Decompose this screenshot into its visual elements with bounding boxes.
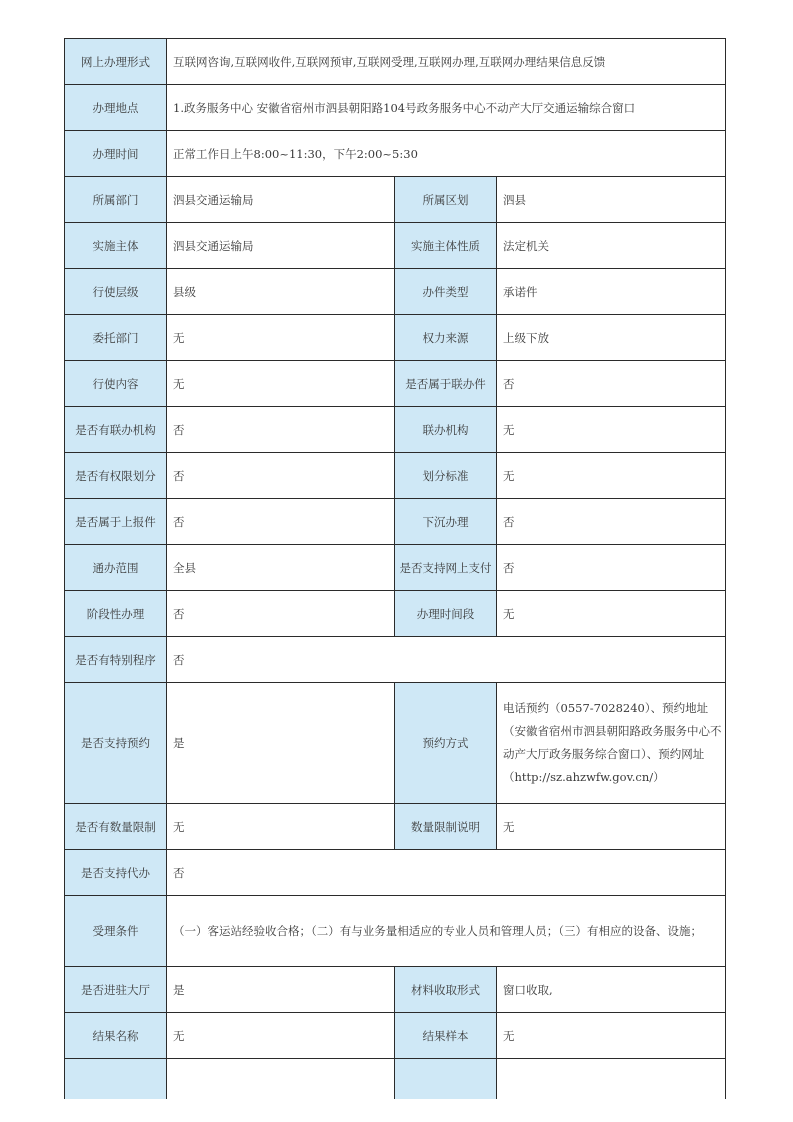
value-authority-division: 否 [167,453,395,499]
value-quantity-limit: 无 [167,804,395,850]
value-conditions: （一）客运站经验收合格；（二）有与业务量相适应的专业人员和管理人员；（三）有相应的设备、设施； [167,896,726,967]
row-proxy [65,850,726,896]
label-special: 是否有特别程序 [65,637,167,683]
service-info-table [64,38,726,1099]
value-online-payment: 否 [497,545,726,591]
label2-continued [395,1059,497,1099]
value-proxy: 否 [167,850,726,896]
label-online-mode: 网上办理形式 [65,39,167,85]
value-special: 否 [167,637,726,683]
label-joint-org: 联办机构 [395,407,497,453]
value-online-mode: 互联网咨询,互联网收件,互联网预审,互联网受理,互联网办理,互联网办理结果信息反馈 [167,39,726,85]
label-authority-division: 是否有权限划分 [65,453,167,499]
label-time-period: 办理时间段 [395,591,497,637]
label-region: 所属区划 [395,177,497,223]
label-sink-handling: 下沉办理 [395,499,497,545]
label-power-source: 权力来源 [395,315,497,361]
label-joint-case: 是否属于联办件 [395,361,497,407]
value-hours: 正常工作日上午8:00~11:30，下午2:00~5:30 [167,131,726,177]
label-quantity-limit: 是否有数量限制 [65,804,167,850]
label-division-standard: 划分标准 [395,453,497,499]
value-level: 县级 [167,269,395,315]
label-material-form: 材料收取形式 [395,967,497,1013]
row-continued [65,1059,726,1099]
row-department [65,177,726,223]
label-hours: 办理时间 [65,131,167,177]
label-stage: 阶段性办理 [65,591,167,637]
row-quantity [65,804,726,850]
row-subject [65,223,726,269]
value-joint-org: 无 [497,407,726,453]
row-entrusted [65,315,726,361]
value-result-sample: 无 [497,1013,726,1059]
label-department: 所属部门 [65,177,167,223]
value-appointment-method: 电话预约（0557-7028240）、预约地址（安徽省宿州市泗县朝阳路政务服务中心不动产大厅政务服务综合窗口）、预约网址（http://sz.ahzwfw.gov.cn/） [497,683,726,804]
label-result-name: 结果名称 [65,1013,167,1059]
row-content [65,361,726,407]
label-subject: 实施主体 [65,223,167,269]
label-online-payment: 是否支持网上支付 [395,545,497,591]
value-department: 泗县交通运输局 [167,177,395,223]
row-result [65,1013,726,1059]
label-quantity-note: 数量限制说明 [395,804,497,850]
label-location: 办理地点 [65,85,167,131]
value-location: 1.政务服务中心 安徽省宿州市泗县朝阳路104号政务服务中心不动产大厅交通运输综合窗口 [167,85,726,131]
value-power-source: 上级下放 [497,315,726,361]
value-quantity-note: 无 [497,804,726,850]
value-appointment: 是 [167,683,395,804]
row-special [65,637,726,683]
value-entrusted: 无 [167,315,395,361]
row-scope [65,545,726,591]
value-report-up: 否 [167,499,395,545]
label-result-sample: 结果样本 [395,1013,497,1059]
row-joint-org [65,407,726,453]
row-location [65,85,726,131]
value-material-form: 窗口收取, [497,967,726,1013]
value-division-standard: 无 [497,453,726,499]
row-hall [65,967,726,1013]
label-appointment: 是否支持预约 [65,683,167,804]
value-result-name: 无 [167,1013,395,1059]
label-continued [65,1059,167,1099]
value-hall: 是 [167,967,395,1013]
value-time-period: 无 [497,591,726,637]
label-content: 行使内容 [65,361,167,407]
label-report-up: 是否属于上报件 [65,499,167,545]
value-sink-handling: 否 [497,499,726,545]
value2-continued [497,1059,726,1099]
value-scope: 全县 [167,545,395,591]
label-case-type: 办件类型 [395,269,497,315]
value-region: 泗县 [497,177,726,223]
row-hours [65,131,726,177]
label-scope: 通办范围 [65,545,167,591]
row-appointment [65,683,726,804]
value-case-type: 承诺件 [497,269,726,315]
value-joint-case: 否 [497,361,726,407]
row-conditions [65,896,726,967]
label-subject-nature: 实施主体性质 [395,223,497,269]
value-has-joint-org: 否 [167,407,395,453]
value-content: 无 [167,361,395,407]
label-entrusted: 委托部门 [65,315,167,361]
row-online-mode [65,39,726,85]
label-level: 行使层级 [65,269,167,315]
value-stage: 否 [167,591,395,637]
row-stage [65,591,726,637]
label-appointment-method: 预约方式 [395,683,497,804]
value-subject-nature: 法定机关 [497,223,726,269]
label-proxy: 是否支持代办 [65,850,167,896]
label-conditions: 受理条件 [65,896,167,967]
row-authority-division [65,453,726,499]
value-continued [167,1059,395,1099]
row-report-up [65,499,726,545]
value-subject: 泗县交通运输局 [167,223,395,269]
row-level [65,269,726,315]
label-has-joint-org: 是否有联办机构 [65,407,167,453]
label-hall: 是否进驻大厅 [65,967,167,1013]
